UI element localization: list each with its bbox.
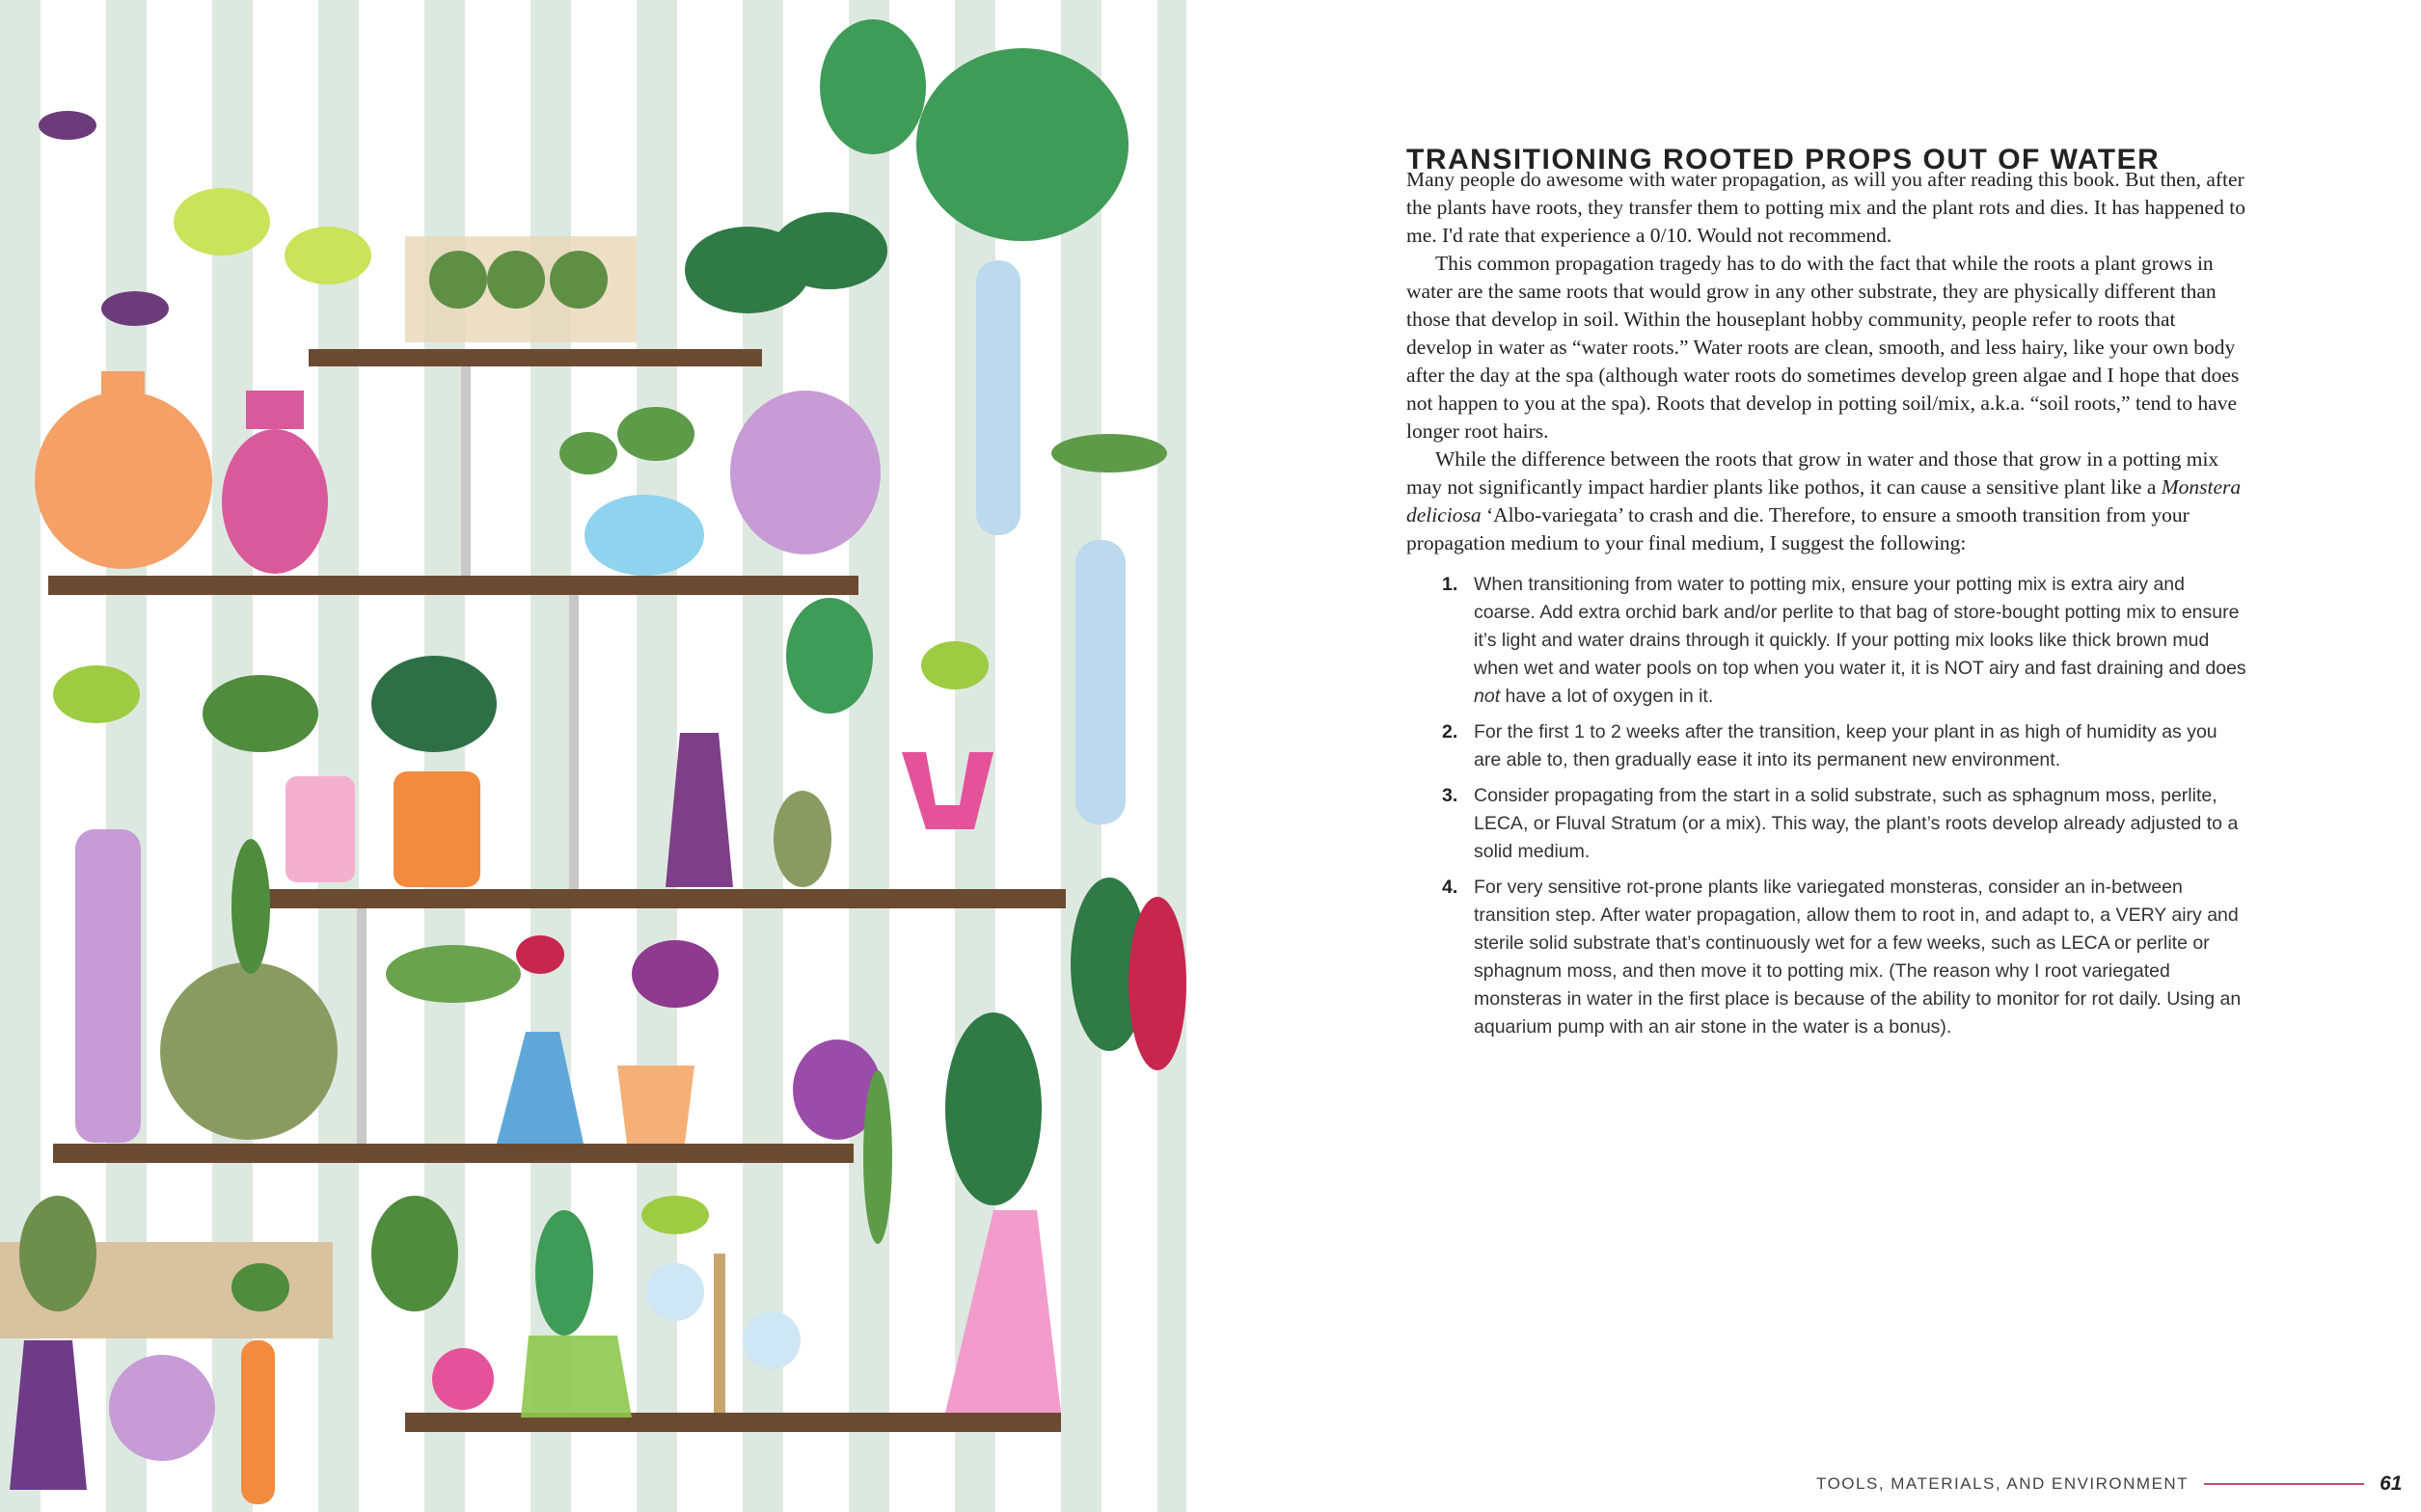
step-text: Consider propagating from the start in a solid substrate, such as sphagnum moss, perlite, LECA, or Fluval Stratum (or a mix). This way, the plant’s roots develop already adjusted to a solid medium. <box>1474 785 2239 862</box>
body-text <box>1406 166 2245 557</box>
list-item <box>1442 718 2247 774</box>
footer-section-title: TOOLS, MATERIALS, AND ENVIRONMENT <box>1816 1474 2190 1493</box>
paragraph-3 <box>1406 446 2245 557</box>
section-heading: TRANSITIONING ROOTED PROPS OUT OF WATER <box>1406 143 2161 176</box>
foliage <box>19 19 1186 1336</box>
footer-rule <box>2204 1483 2364 1485</box>
page-number: 61 <box>2380 1472 2403 1495</box>
paragraph-3-emphasis: Monstera deliciosa <box>1406 475 2242 526</box>
step-text: For the first 1 to 2 weeks after the transition, keep your plant in as high of humidity as you are able to, then gradually ease it into its permanent new environment. <box>1474 721 2217 770</box>
paragraph-2: This common propagation tragedy has to do with the fact that while the roots a plant grows in water are the same roots that would grow in any other substrate, they are physically different than those that develop in soil. Within the houseplant hobby community, people refer to roots that develop in water as “water roots.” Water roots are clean, smooth, and less hairy, like your own body after the day at the spa (although water roots do sometimes develop green algae and I hope that does not happen to you at the spa). Roots that develop in potting soil/mix, a.k.a. “soil roots,” tend to have longer root hairs. <box>1406 252 2240 443</box>
step-text-emphasis: not <box>1474 686 1501 707</box>
step-text: For very sensitive rot-prone plants like variegated monsteras, consider an in-between transition step. After water propagation, allow them to root in, and adapt to, a VERY airy and sterile solid substrate that’s continuously wet for a few weeks, such as LECA or perlite or sphagnum moss, and then move it to potting mix. (The reason why I root variegated monsteras in water in the first place is because of the ability to monitor for rot daily. Using an aquarium pump with an air stone in the water is a bonus). <box>1474 877 2242 1038</box>
paragraph-3-after: ‘Albo-variegata’ to crash and die. Therefore, to ensure a smooth transition from your propagation medium to your final medium, I suggest the following: <box>1406 503 2190 554</box>
step-text-after: have a lot of oxygen in it. <box>1500 686 1714 707</box>
list-item <box>1442 874 2247 1041</box>
paragraph-3-before: While the difference between the roots that grow in water and those that grow in a potting mix may not significantly impact hardier plants like pothos, it can cause a sensitive plant like a <box>1406 447 2219 499</box>
step-number: 3. <box>1442 785 1458 806</box>
paragraph-1: Many people do awesome with water propagation, as will you after reading this book. But then, after the plants have roots, they transfer them to potting mix and the plant rots and dies. It has happened to me. I'd rate that experience a 0/10. Would not recommend. <box>1406 168 2245 247</box>
page-footer <box>1816 1472 2402 1496</box>
step-number: 1. <box>1442 574 1458 595</box>
plant-shelf-illustration <box>0 0 1210 1512</box>
text-page <box>1210 0 2421 1512</box>
step-text-before: When transitioning from water to potting mix, ensure your potting mix is extra airy and coarse. Add extra orchid bark and/or perlite to that bag of store-bought potting mix to ensure it’s light and water drains through it quickly. If your potting mix looks like thick brown mud when wet and water pools on top when you water it, it is NOT airy and fast draining and does <box>1474 574 2246 679</box>
plant-shelf-artwork <box>0 0 1210 1512</box>
step-number: 2. <box>1442 721 1458 742</box>
list-item <box>1442 571 2247 711</box>
list-item <box>1442 782 2247 866</box>
steps-list <box>1442 571 2247 1049</box>
step-number: 4. <box>1442 877 1458 898</box>
